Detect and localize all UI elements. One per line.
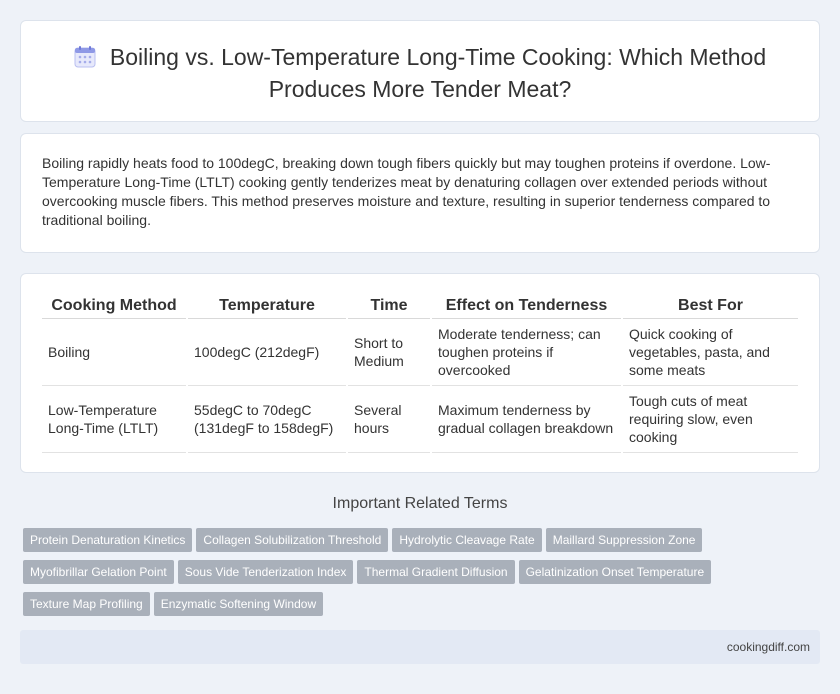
related-term-tag[interactable]: Thermal Gradient Diffusion: [357, 560, 514, 584]
comparison-table: [42, 294, 798, 453]
column-header: Effect on Tenderness: [431, 294, 622, 318]
column-header: Cooking Method: [42, 294, 187, 318]
table-cell: Short to Medium: [347, 318, 431, 385]
related-terms-list: [23, 528, 803, 624]
title-card: [20, 20, 820, 122]
related-term-tag[interactable]: Gelatinization Onset Temperature: [519, 560, 712, 584]
related-term-tag[interactable]: Maillard Suppression Zone: [546, 528, 703, 552]
page-title: Boiling vs. Low-Temperature Long-Time Cooking: Which Method Produces More Tender Meat?: [109, 44, 767, 102]
table-cell: Maximum tenderness by gradual collagen breakdown: [431, 385, 622, 452]
related-term-tag[interactable]: Sous Vide Tenderization Index: [178, 560, 354, 584]
column-header: Time: [347, 294, 431, 318]
intro-paragraph: Boiling rapidly heats food to 100degC, breaking down tough fibers quickly but may toughen proteins if overdone. Low-Temperature Long-Time (LTLT) cooking gently tenderizes meat by denaturing collagen over extended periods without overcooking muscle fibers. This method preserves moisture and texture, resulting in superior tenderness compared to traditional boiling.: [42, 155, 771, 228]
comparison-table-card: [20, 273, 820, 473]
table-row: [42, 318, 798, 385]
table-cell: Several hours: [347, 385, 431, 452]
column-header: Temperature: [187, 294, 347, 318]
related-term-tag[interactable]: Collagen Solubilization Threshold: [196, 528, 388, 552]
table-cell: 100degC (212degF): [187, 318, 347, 385]
related-term-tag[interactable]: Myofibrillar Gelation Point: [23, 560, 174, 584]
table-cell: Boiling: [42, 318, 187, 385]
footer-site-link[interactable]: cookingdiff.com: [726, 640, 810, 654]
intro-card: [20, 133, 820, 253]
related-term-tag[interactable]: Texture Map Profiling: [23, 592, 150, 616]
table-header-row: [42, 294, 798, 318]
table-cell: Tough cuts of meat requiring slow, even cooking: [622, 385, 798, 452]
table-row: [42, 385, 798, 452]
related-term-tag[interactable]: Enzymatic Softening Window: [154, 592, 323, 616]
table-cell: Low-Temperature Long-Time (LTLT): [42, 385, 187, 452]
calendar-icon: [74, 46, 96, 75]
page-title-block: [21, 43, 819, 104]
related-term-tag[interactable]: Hydrolytic Cleavage Rate: [392, 528, 541, 552]
related-term-tag[interactable]: Protein Denaturation Kinetics: [23, 528, 192, 552]
related-terms-heading: Important Related Terms: [332, 495, 508, 512]
table-cell: 55degC to 70degC (131degF to 158degF): [187, 385, 347, 452]
column-header: Best For: [622, 294, 798, 318]
footer: [20, 630, 820, 664]
table-cell: Quick cooking of vegetables, pasta, and some meats: [622, 318, 798, 385]
table-cell: Moderate tenderness; can toughen proteins if overcooked: [431, 318, 622, 385]
